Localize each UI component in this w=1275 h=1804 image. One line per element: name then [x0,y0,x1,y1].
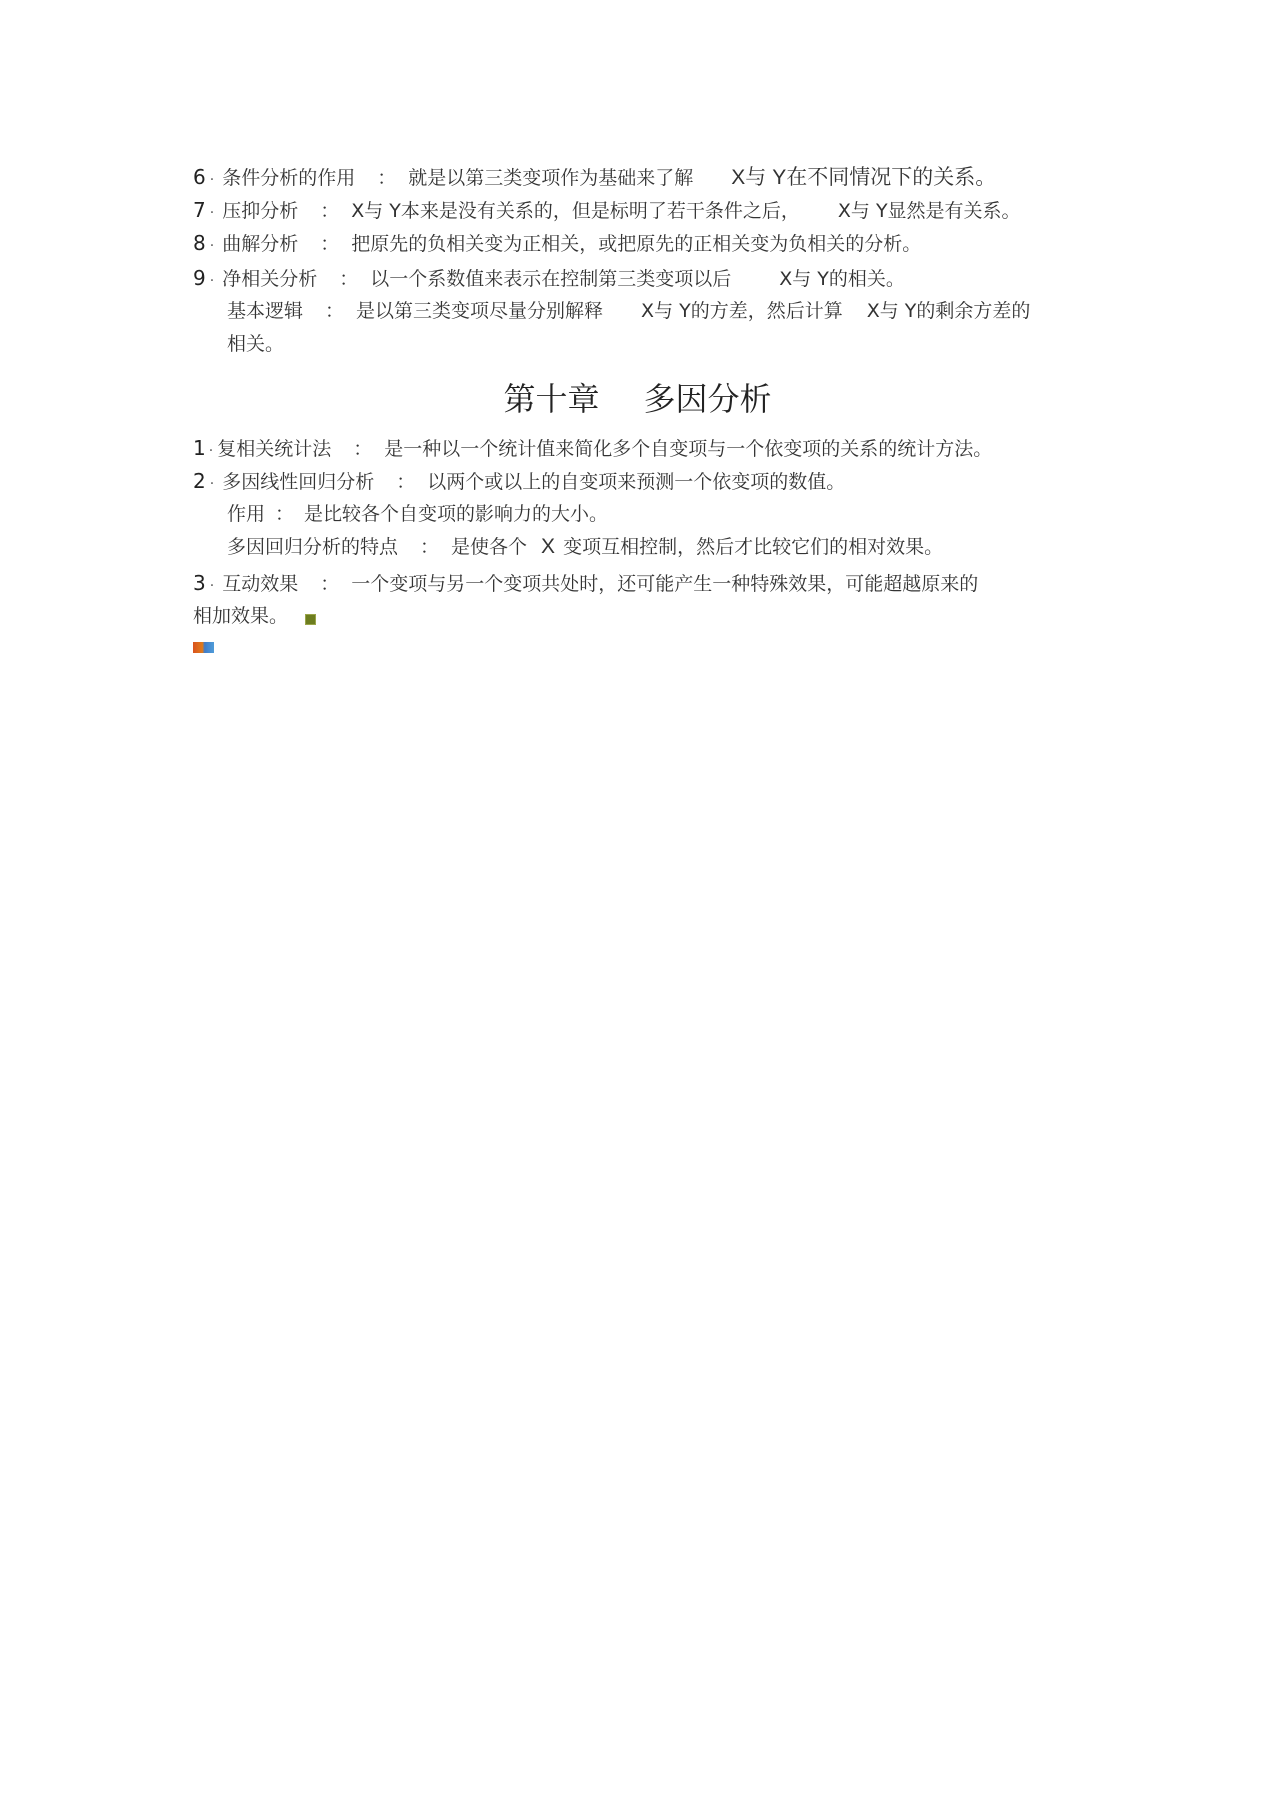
role-line [227,501,608,527]
item-colon: ： [396,471,416,493]
item-number: 8 [193,231,206,255]
role-colon: ： [275,503,295,525]
item-number: 9 [193,266,206,290]
item-x-text: X与 [731,166,767,189]
bullet-dot: · [209,578,215,594]
logic-text: 是以第三类变项尽量分别解释 [356,300,604,322]
logic-mid: X与 Y的方差，然后计算 [641,300,843,322]
item-term: 曲解分析 [222,233,299,255]
embedded-object-icon [305,614,316,625]
feature-tail: 变项互相控制，然后才比较它们的相对效果。 [563,536,944,558]
role-term: 作用 [227,503,266,525]
item-cont: 相加效果。 [193,605,289,627]
item-term: 互动效果 [222,573,299,595]
bullet-dot: · [209,172,215,188]
item-colon: ： [353,438,373,460]
chapter-name: 多因分析 [643,380,772,418]
item-number: 6 [193,165,206,189]
item-colon: ： [320,200,340,222]
item-colon: ： [320,573,340,595]
feature-x: X [541,535,556,558]
item-tail: X与 Y显然是有关系。 [837,200,1021,222]
role-text: 是比较各个自变项的影响力的大小。 [304,503,609,525]
bullet-dot: · [209,273,215,289]
item-s2-1 [193,435,992,464]
item-text: 是一种以一个统计值来简化多个自变项与一个依变项的关系的统计方法。 [384,438,993,460]
item-number: 7 [193,198,206,222]
basic-logic [227,298,1030,324]
item-term: 复相关统计法 [217,438,332,460]
feature-line [227,534,943,560]
item-text: 把原先的负相关变为正相关，或把原先的正相关变为负相关的分析。 [351,233,922,255]
item-text: 以一个系数值来表示在控制第三类变项以后 [370,268,732,290]
logic-term: 基本逻辑 [227,300,304,322]
item-s2-3-cont [193,603,288,629]
item-y-text: Y在不同情况下的关系。 [772,166,997,189]
item-colon: ： [320,233,340,255]
feature-colon: ： [420,536,440,558]
item-number: 1 [193,436,206,460]
chapter-title [0,378,1275,420]
bullet-dot: · [209,205,215,221]
item-9 [193,265,905,294]
item-s2-2 [193,468,845,497]
item-number: 3 [193,571,206,595]
item-7 [193,197,1021,226]
item-s2-3 [193,570,978,599]
item-text: 以两个或以上的自变项来预测一个依变项的数值。 [427,471,846,493]
item-term: 多因线性回归分析 [222,471,375,493]
chapter-number: 第十章 [503,380,600,418]
item-term: 净相关分析 [222,268,318,290]
item-6 [193,164,996,193]
bullet-dot: · [209,476,215,492]
item-number: 2 [193,469,206,493]
item-term: 条件分析的作用 [222,167,356,189]
item-term: 压抑分析 [222,200,299,222]
bullet-dot: · [208,443,214,459]
item-text: 一个变项与另一个变项共处时，还可能产生一种特殊效果，可能超越原来的 [351,573,979,595]
item-8 [193,230,921,259]
logic-colon: ： [325,300,345,322]
item-text: X与 Y本来是没有关系的，但是标明了若干条件之后， [351,200,800,222]
item-colon: ： [377,167,397,189]
basic-logic-cont [227,331,284,357]
item-text: 就是以第三类变项作为基础来了解 [408,167,694,189]
image-placeholder-icon [193,642,214,653]
item-colon: ： [339,268,359,290]
logic-cont: 相关。 [227,333,285,355]
item-tail: X与 Y的相关。 [779,268,905,290]
bullet-dot: · [209,238,215,254]
feature-term: 多因回归分析的特点 [227,536,399,558]
feature-text: 是使各个 [451,536,528,558]
logic-tail: X与 Y的剩余方差的 [866,300,1031,322]
